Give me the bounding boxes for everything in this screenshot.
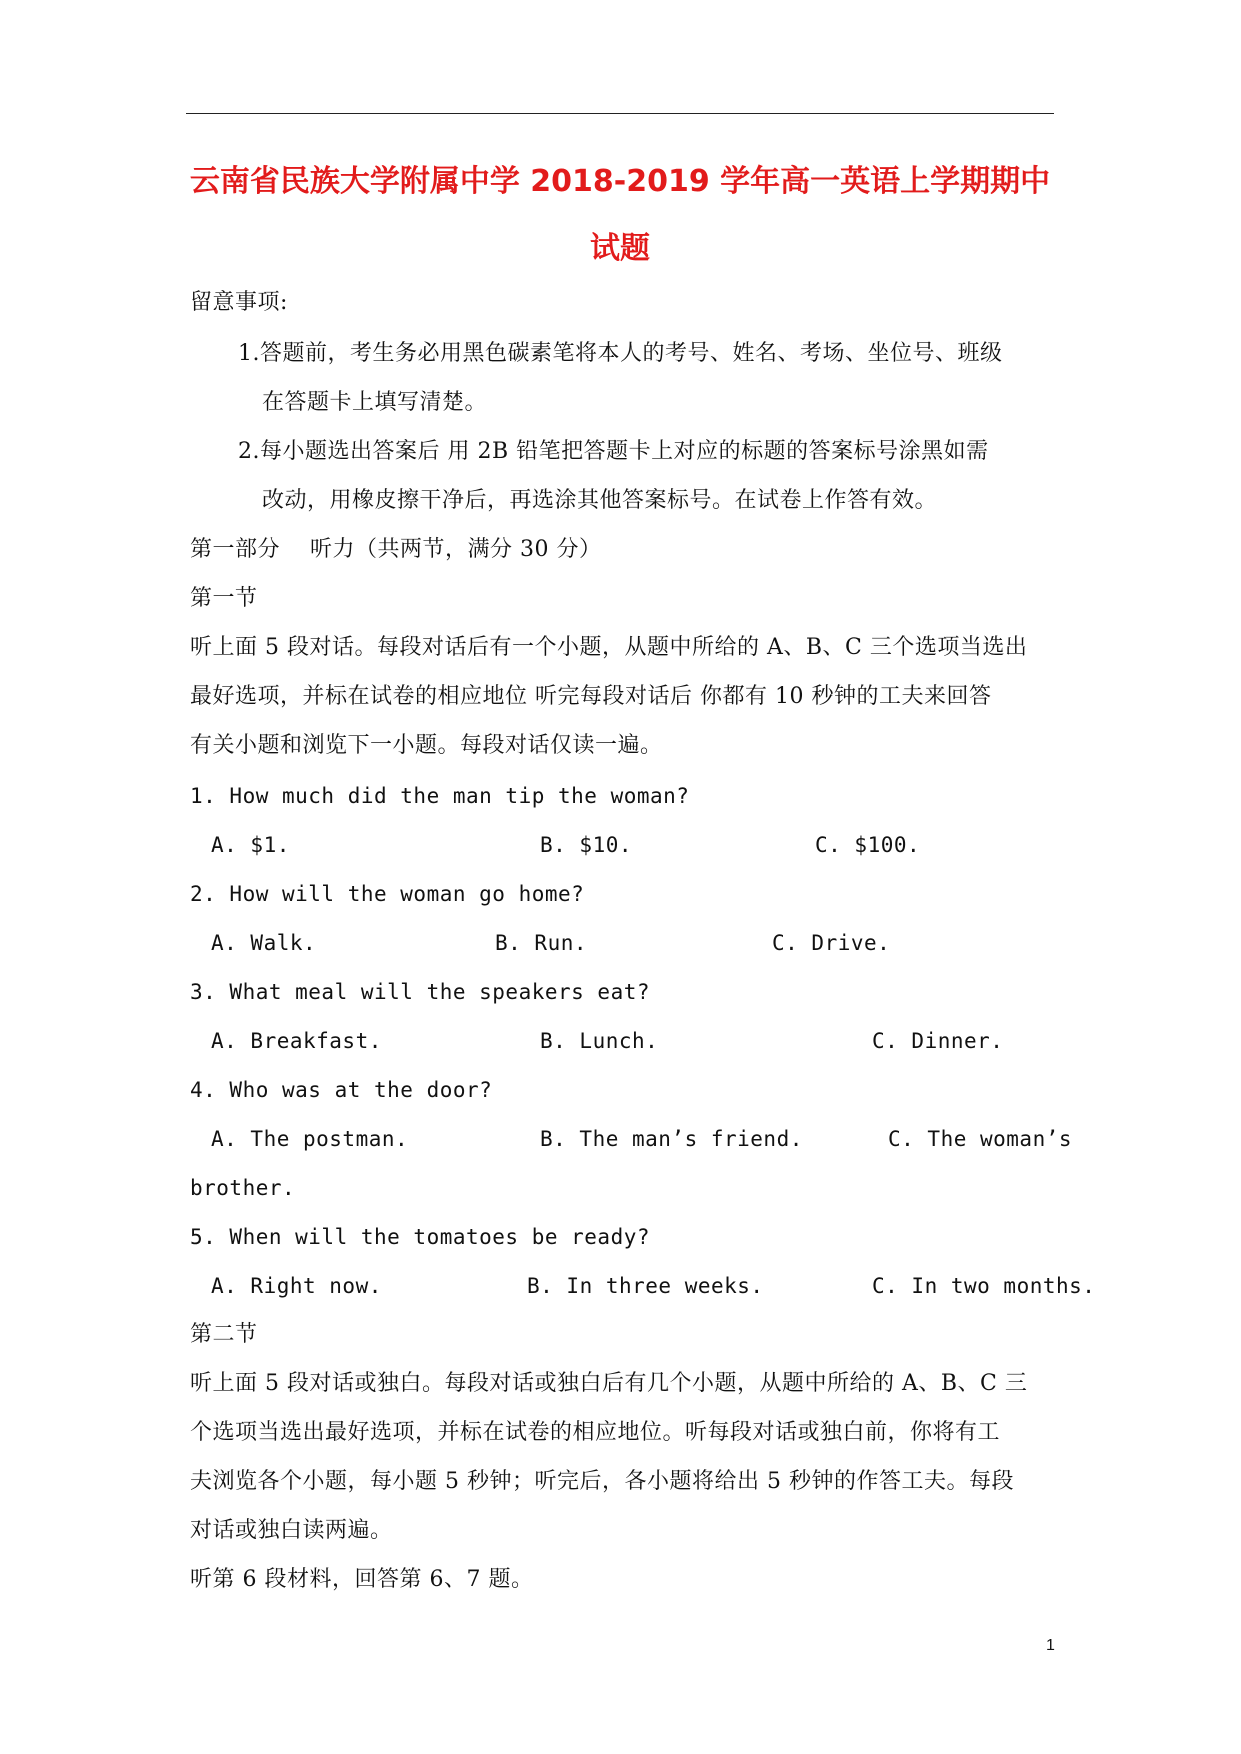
section1-heading: 第一节 <box>190 586 258 611</box>
option-a: A. Right now. <box>211 1274 382 1298</box>
section1-instructions: 听上面 5 段对话。每段对话后有一个小题，从题中所给的 A、B、C 三个选项当选出 <box>190 635 1028 660</box>
note-item-1-continued: 在答题卡上填写清楚。 <box>262 390 488 415</box>
section1-instructions-line3: 有关小题和浏览下一小题。每段对话仅读一遍。 <box>190 733 663 758</box>
question-2: 2. How will the woman go home? <box>190 882 585 906</box>
option-c: C. Dinner. <box>872 1029 1004 1053</box>
page-number: 1 <box>1046 1637 1055 1654</box>
option-c-continued: brother. <box>190 1176 296 1200</box>
option-a: A. Walk. <box>211 931 317 955</box>
section2-instructions-line2: 个选项当选出最好选项，并标在试卷的相应地位。听每段对话或独白前，你将有工 <box>190 1420 1001 1445</box>
option-b: B. The man’s friend. <box>540 1127 803 1151</box>
note-item-1: 1.答题前，考生务必用黑色碳素笔将本人的考号、姓名、考场、坐位号、班级 <box>238 341 1003 366</box>
question-2-options <box>0 928 1241 958</box>
option-c: C. The woman’s <box>888 1127 1073 1151</box>
option-b: B. Run. <box>495 931 588 955</box>
question-3: 3. What meal will the speakers eat? <box>190 980 651 1004</box>
header-rule <box>186 113 1054 114</box>
section2-instructions-line4: 对话或独白读两遍。 <box>190 1518 393 1543</box>
option-a: A. The postman. <box>211 1127 409 1151</box>
note-item-2-continued: 改动，用橡皮擦干净后，再选涂其他答案标号。在试卷上作答有效。 <box>262 488 938 513</box>
question-4: 4. Who was at the door? <box>190 1078 493 1102</box>
option-b: B. $10. <box>540 833 633 857</box>
question-3-options <box>0 1026 1241 1056</box>
note-item-2: 2.每小题选出答案后 用 2B 铅笔把答题卡上对应的标题的答案标号涂黑如需 <box>238 439 989 464</box>
section1-instructions-line2: 最好选项，并标在试卷的相应地位 听完每段对话后 你都有 10 秒钟的工夫来回答 <box>190 684 992 709</box>
question-1: 1. How much did the man tip the woman? <box>190 784 690 808</box>
question-5: 5. When will the tomatoes be ready? <box>190 1225 651 1249</box>
question-5-options <box>0 1271 1241 1301</box>
option-a: A. $1. <box>211 833 290 857</box>
part1-heading: 第一部分 听力（共两节，满分 30 分） <box>190 537 602 562</box>
question-1-options <box>0 830 1241 860</box>
document-title: 云南省民族大学附属中学 2018-2019 学年高一英语上学期期中 <box>189 164 1051 199</box>
option-b: B. In three weeks. <box>527 1274 764 1298</box>
section2-heading: 第二节 <box>190 1322 258 1347</box>
section2-instructions: 听上面 5 段对话或独白。每段对话或独白后有几个小题，从题中所给的 A、B、C 三 <box>190 1371 1028 1396</box>
option-c: C. $100. <box>815 833 921 857</box>
question-4-options <box>0 1124 1241 1154</box>
material-6-instruction: 听第 6 段材料，回答第 6、7 题。 <box>190 1567 534 1592</box>
option-a: A. Breakfast. <box>211 1029 382 1053</box>
option-c: C. In two months. <box>872 1274 1096 1298</box>
document-title-continued: 试题 <box>590 231 650 266</box>
option-b: B. Lunch. <box>540 1029 659 1053</box>
notes-heading: 留意事项: <box>190 290 288 315</box>
option-c: C. Drive. <box>772 931 891 955</box>
section2-instructions-line3: 夫浏览各个小题，每小题 5 秒钟；听完后，各小题将给出 5 秒钟的作答工夫。每段 <box>190 1469 1014 1494</box>
